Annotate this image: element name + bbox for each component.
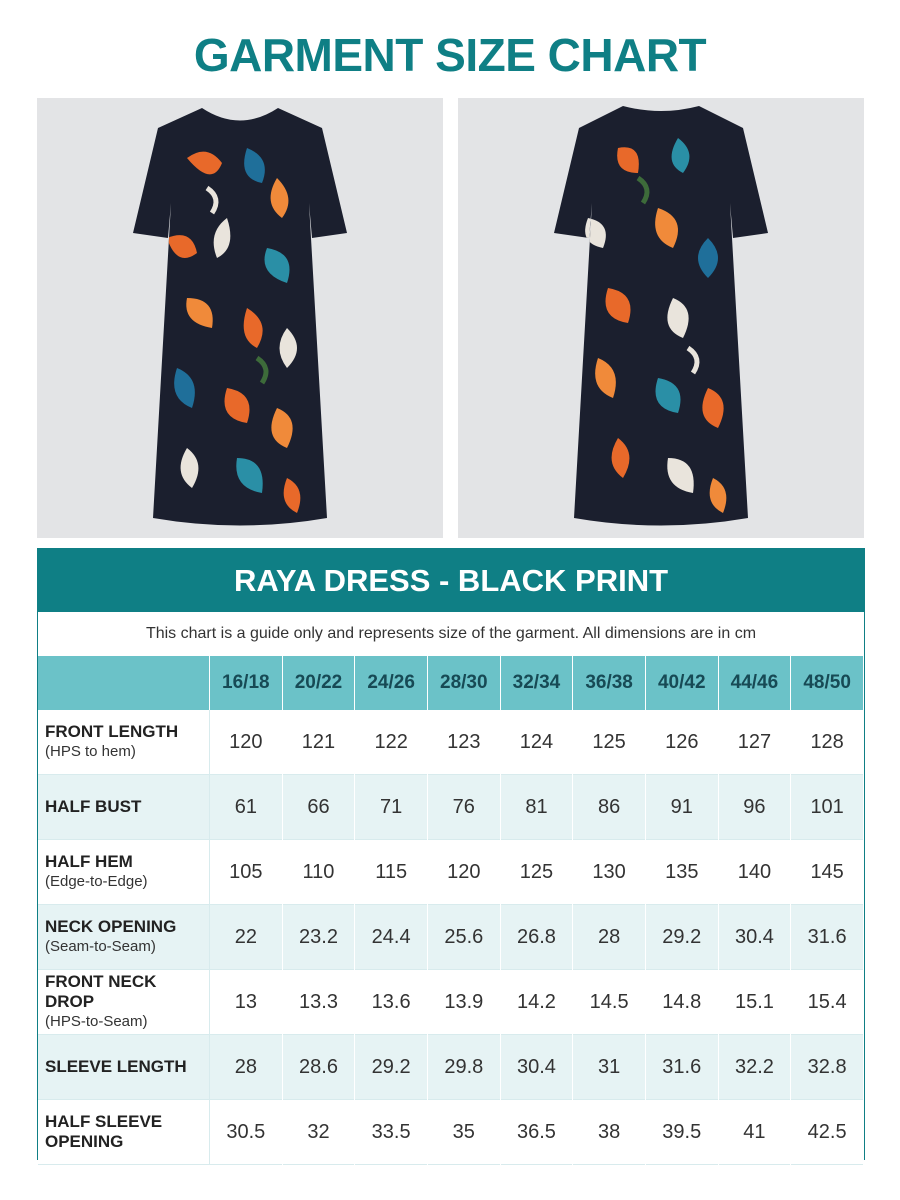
value-cell: 29.2 bbox=[645, 905, 718, 970]
value-cell: 15.1 bbox=[718, 970, 791, 1035]
value-cell: 22 bbox=[210, 905, 283, 970]
size-header-cell: 28/30 bbox=[427, 656, 500, 710]
value-cell: 140 bbox=[718, 840, 791, 905]
measurement-name: HALF HEM bbox=[45, 852, 133, 871]
value-cell: 14.8 bbox=[645, 970, 718, 1035]
value-cell: 24.4 bbox=[355, 905, 428, 970]
header-empty-cell bbox=[38, 656, 210, 710]
measurement-name: FRONT LENGTH bbox=[45, 722, 179, 741]
value-cell: 120 bbox=[427, 840, 500, 905]
value-cell: 28.6 bbox=[282, 1035, 355, 1100]
value-cell: 125 bbox=[573, 710, 646, 775]
value-cell: 31 bbox=[573, 1035, 646, 1100]
value-cell: 26.8 bbox=[500, 905, 573, 970]
value-cell: 128 bbox=[791, 710, 864, 775]
value-cell: 125 bbox=[500, 840, 573, 905]
value-cell: 35 bbox=[427, 1100, 500, 1165]
measurement-subtitle: (Edge-to-Edge) bbox=[45, 873, 148, 890]
size-header-cell: 16/18 bbox=[210, 656, 283, 710]
size-chart bbox=[37, 548, 865, 1160]
measurement-label bbox=[38, 1100, 210, 1165]
size-header-cell: 20/22 bbox=[282, 656, 355, 710]
table-row bbox=[38, 710, 864, 775]
measurement-name: FRONT NECK DROP bbox=[45, 972, 157, 1011]
value-cell: 30.4 bbox=[718, 905, 791, 970]
dress-front-photo bbox=[37, 98, 443, 538]
table-row bbox=[38, 1035, 864, 1100]
measurement-label bbox=[38, 1035, 210, 1100]
value-cell: 135 bbox=[645, 840, 718, 905]
value-cell: 105 bbox=[210, 840, 283, 905]
value-cell: 32.2 bbox=[718, 1035, 791, 1100]
chart-title: RAYA DRESS - BLACK PRINT bbox=[38, 549, 864, 612]
size-header-cell: 32/34 bbox=[500, 656, 573, 710]
value-cell: 13 bbox=[210, 970, 283, 1035]
table-row bbox=[38, 1100, 864, 1165]
value-cell: 36.5 bbox=[500, 1100, 573, 1165]
table-row bbox=[38, 970, 864, 1035]
value-cell: 61 bbox=[210, 775, 283, 840]
value-cell: 23.2 bbox=[282, 905, 355, 970]
value-cell: 13.9 bbox=[427, 970, 500, 1035]
size-table-body bbox=[38, 710, 864, 1165]
value-cell: 101 bbox=[791, 775, 864, 840]
value-cell: 13.6 bbox=[355, 970, 428, 1035]
value-cell: 13.3 bbox=[282, 970, 355, 1035]
value-cell: 91 bbox=[645, 775, 718, 840]
measurement-label bbox=[38, 970, 210, 1035]
value-cell: 28 bbox=[573, 905, 646, 970]
value-cell: 81 bbox=[500, 775, 573, 840]
value-cell: 120 bbox=[210, 710, 283, 775]
measurement-subtitle: (HPS to hem) bbox=[45, 743, 136, 760]
value-cell: 86 bbox=[573, 775, 646, 840]
value-cell: 15.4 bbox=[791, 970, 864, 1035]
value-cell: 110 bbox=[282, 840, 355, 905]
value-cell: 28 bbox=[210, 1035, 283, 1100]
value-cell: 115 bbox=[355, 840, 428, 905]
value-cell: 29.2 bbox=[355, 1035, 428, 1100]
measurement-label bbox=[38, 905, 210, 970]
size-header-cell: 36/38 bbox=[573, 656, 646, 710]
value-cell: 31.6 bbox=[645, 1035, 718, 1100]
value-cell: 30.4 bbox=[500, 1035, 573, 1100]
value-cell: 14.2 bbox=[500, 970, 573, 1035]
value-cell: 130 bbox=[573, 840, 646, 905]
value-cell: 42.5 bbox=[791, 1100, 864, 1165]
measurement-subtitle: (HPS-to-Seam) bbox=[45, 1013, 148, 1030]
value-cell: 33.5 bbox=[355, 1100, 428, 1165]
value-cell: 31.6 bbox=[791, 905, 864, 970]
page-title: GARMENT SIZE CHART bbox=[193, 29, 707, 81]
value-cell: 126 bbox=[645, 710, 718, 775]
value-cell: 32.8 bbox=[791, 1035, 864, 1100]
value-cell: 71 bbox=[355, 775, 428, 840]
measurement-name: HALF SLEEVE OPENING bbox=[45, 1112, 163, 1151]
value-cell: 29.8 bbox=[427, 1035, 500, 1100]
size-header-cell: 48/50 bbox=[791, 656, 864, 710]
measurement-name: NECK OPENING bbox=[45, 917, 177, 936]
size-table bbox=[38, 656, 864, 1165]
value-cell: 39.5 bbox=[645, 1100, 718, 1165]
table-row bbox=[38, 840, 864, 905]
size-header-cell: 40/42 bbox=[645, 656, 718, 710]
dress-back-photo bbox=[458, 98, 864, 538]
value-cell: 145 bbox=[791, 840, 864, 905]
measurement-label bbox=[38, 775, 210, 840]
value-cell: 96 bbox=[718, 775, 791, 840]
value-cell: 41 bbox=[718, 1100, 791, 1165]
measurement-name: HALF BUST bbox=[45, 797, 142, 816]
measurement-name: SLEEVE LENGTH bbox=[45, 1057, 187, 1076]
value-cell: 30.5 bbox=[210, 1100, 283, 1165]
value-cell: 14.5 bbox=[573, 970, 646, 1035]
value-cell: 66 bbox=[282, 775, 355, 840]
value-cell: 122 bbox=[355, 710, 428, 775]
value-cell: 127 bbox=[718, 710, 791, 775]
measurement-label bbox=[38, 840, 210, 905]
value-cell: 76 bbox=[427, 775, 500, 840]
value-cell: 123 bbox=[427, 710, 500, 775]
table-row bbox=[38, 905, 864, 970]
size-header-cell: 44/46 bbox=[718, 656, 791, 710]
measurement-subtitle: (Seam-to-Seam) bbox=[45, 938, 156, 955]
value-cell: 124 bbox=[500, 710, 573, 775]
value-cell: 32 bbox=[282, 1100, 355, 1165]
value-cell: 121 bbox=[282, 710, 355, 775]
value-cell: 38 bbox=[573, 1100, 646, 1165]
chart-note: This chart is a guide only and represents size of the garment. All dimensions are in cm bbox=[145, 625, 757, 642]
table-row bbox=[38, 775, 864, 840]
size-header-cell: 24/26 bbox=[355, 656, 428, 710]
value-cell: 25.6 bbox=[427, 905, 500, 970]
measurement-label bbox=[38, 710, 210, 775]
size-header-row bbox=[38, 656, 864, 710]
